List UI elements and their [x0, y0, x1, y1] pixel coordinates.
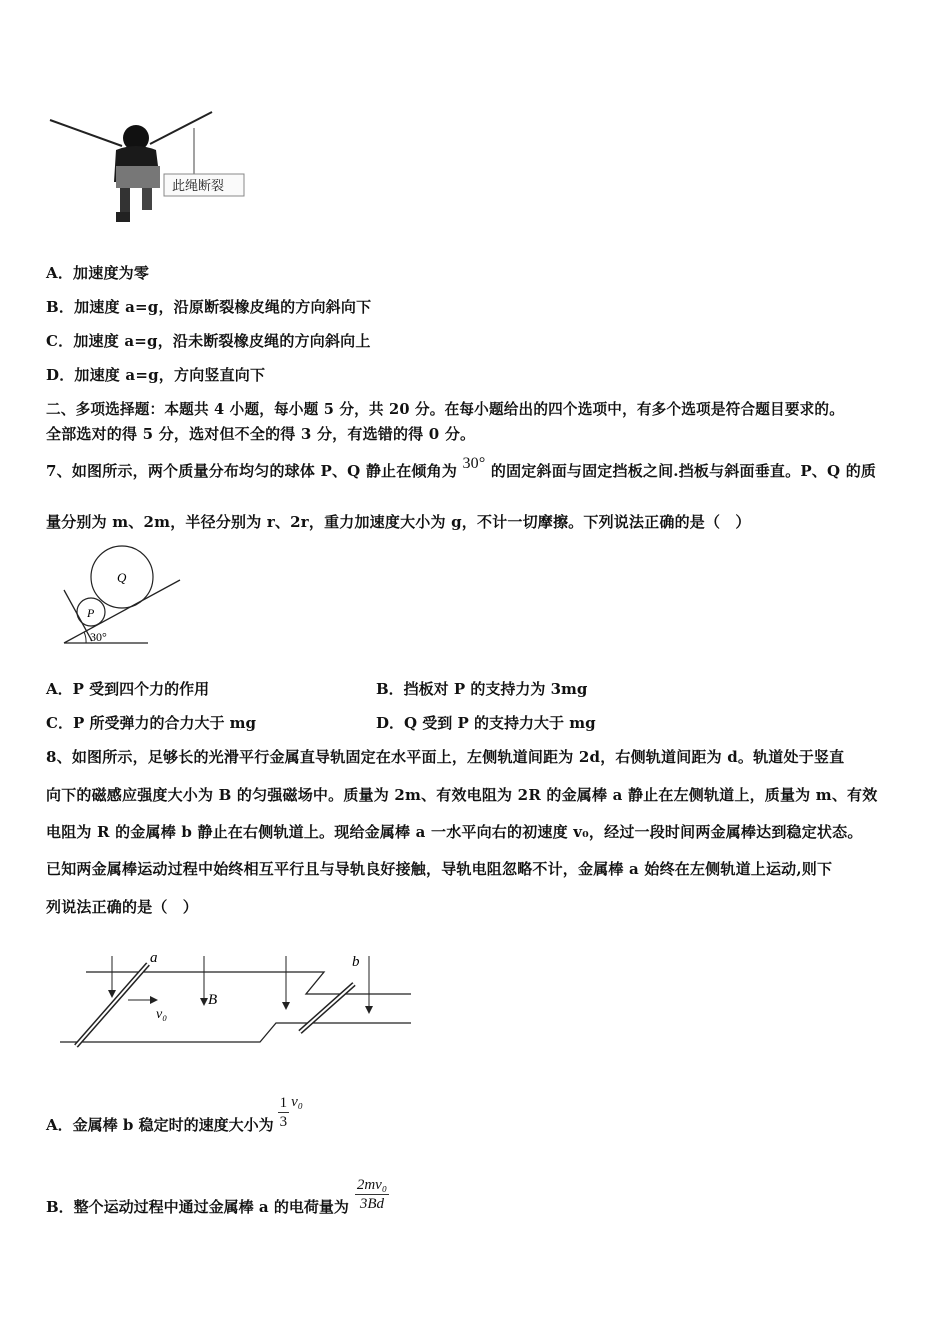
person-leg-right — [142, 188, 152, 210]
q8-option-b — [46, 1172, 389, 1217]
label-text: 此绳断裂 — [172, 178, 225, 193]
field-arrowhead-1 — [108, 990, 116, 998]
q7-stem-line1 — [46, 455, 877, 481]
q7-angle: 30° — [462, 455, 486, 472]
q8-option-a-num: 1 — [279, 1095, 288, 1111]
person-harness — [116, 166, 160, 188]
q8-stem-line4: 已知两金属棒运动过程中始终相互平行且与导轨良好接触，导轨电阻忽略不计，金属棒 a 始终在左侧轨道上运动,则下 — [46, 860, 833, 878]
q7-stem-part1: 7、如图所示，两个质量分布均匀的球体 P、Q 静止在倾角为 — [46, 462, 458, 480]
q8-stem-line2: 向下的磁感应强度大小为 B 的匀强磁场中。质量为 2m、有效电阻为 2R 的金属棒 a 静止在左侧轨道上，质量为 m、有效 — [46, 786, 878, 804]
label-q: Q — [117, 570, 127, 585]
field-arrowhead-4 — [365, 1006, 373, 1014]
q8-rail-figure — [56, 946, 416, 1050]
q7-option-c: C．P 所受弹力的合力大于 mg — [46, 714, 257, 732]
label-a: a — [150, 950, 158, 966]
q8-option-a-den: 3 — [279, 1114, 288, 1130]
q8-stem-line3: 电阻为 R 的金属棒 b 静止在右侧轨道上。现给金属棒 a 一水平向右的初速度 v₀，经过一段时间两金属棒达到稳定状态。 — [46, 823, 863, 841]
q8-option-b-text: B．整个运动过程中通过金属棒 a 的电荷量为 — [46, 1198, 349, 1216]
velocity-arrowhead — [150, 996, 158, 1004]
q7-stem-part2: 的固定斜面与固定挡板之间.挡板与斜面垂直。P、Q 的质 — [490, 462, 877, 480]
rope-left — [50, 120, 122, 146]
label-v0: v₀ — [156, 1007, 168, 1022]
label-angle: 30° — [90, 630, 107, 644]
incline-surface — [64, 580, 180, 643]
q6-option-c: C．加速度 a=g，沿未断裂橡皮绳的方向斜向上 — [46, 332, 371, 350]
label-field-b: B — [208, 992, 218, 1008]
q7-incline-figure — [56, 540, 186, 646]
label-p: P — [87, 606, 95, 620]
person-leg-left — [120, 188, 130, 214]
section2-line1: 二、多项选择题：本题共 4 小题，每小题 5 分，共 20 分。在每小题给出的四个选项中，有多个选项是符合题目要求的。 — [46, 401, 844, 418]
q8-stem-line5: 列说法正确的是（ ） — [46, 898, 199, 916]
q8-option-b-fraction — [355, 1176, 389, 1213]
rail-top — [86, 972, 411, 994]
label-b: b — [352, 954, 360, 970]
q8-option-a-tail: v₀ — [291, 1094, 303, 1110]
q8-option-a-text: A．金属棒 b 稳定时的速度大小为 — [46, 1116, 274, 1134]
q8-option-b-den: 3Bd — [359, 1196, 385, 1212]
q7-option-d: D．Q 受到 P 的支持力大于 mg — [376, 714, 596, 732]
q7-stem-line2: 量分别为 m、2m，半径分别为 r、2r，重力加速度大小为 g，不计一切摩擦。下列说法正确的是（ ） — [46, 513, 751, 531]
person-foot — [116, 212, 130, 222]
q8-option-b-num: 2mv₀ — [356, 1177, 388, 1193]
q6-option-b: B．加速度 a=g，沿原断裂橡皮绳的方向斜向下 — [46, 298, 372, 316]
swing-figure — [44, 108, 254, 233]
field-arrowhead-2 — [200, 998, 208, 1006]
q8-stem-line1: 8、如图所示，足够长的光滑平行金属直导轨固定在水平面上，左侧轨道间距为 2d，右侧轨道间距为 d。轨道处于竖直 — [46, 748, 845, 766]
section2-line2: 全部选对的得 5 分，选对但不全的得 3 分，有选错的得 0 分。 — [46, 425, 476, 443]
q8-option-a — [46, 1090, 303, 1135]
rail-bottom — [60, 1023, 411, 1042]
q6-option-d: D．加速度 a=g，方向竖直向下 — [46, 366, 266, 384]
angle-arc — [84, 632, 86, 643]
field-arrowhead-3 — [282, 1002, 290, 1010]
q8-option-a-fraction — [278, 1094, 290, 1131]
q6-option-a: A．加速度为零 — [46, 264, 150, 282]
q7-option-a: A．P 受到四个力的作用 — [46, 680, 210, 698]
q7-option-b: B．挡板对 P 的支持力为 3mg — [376, 680, 588, 698]
rope-right — [150, 112, 212, 144]
